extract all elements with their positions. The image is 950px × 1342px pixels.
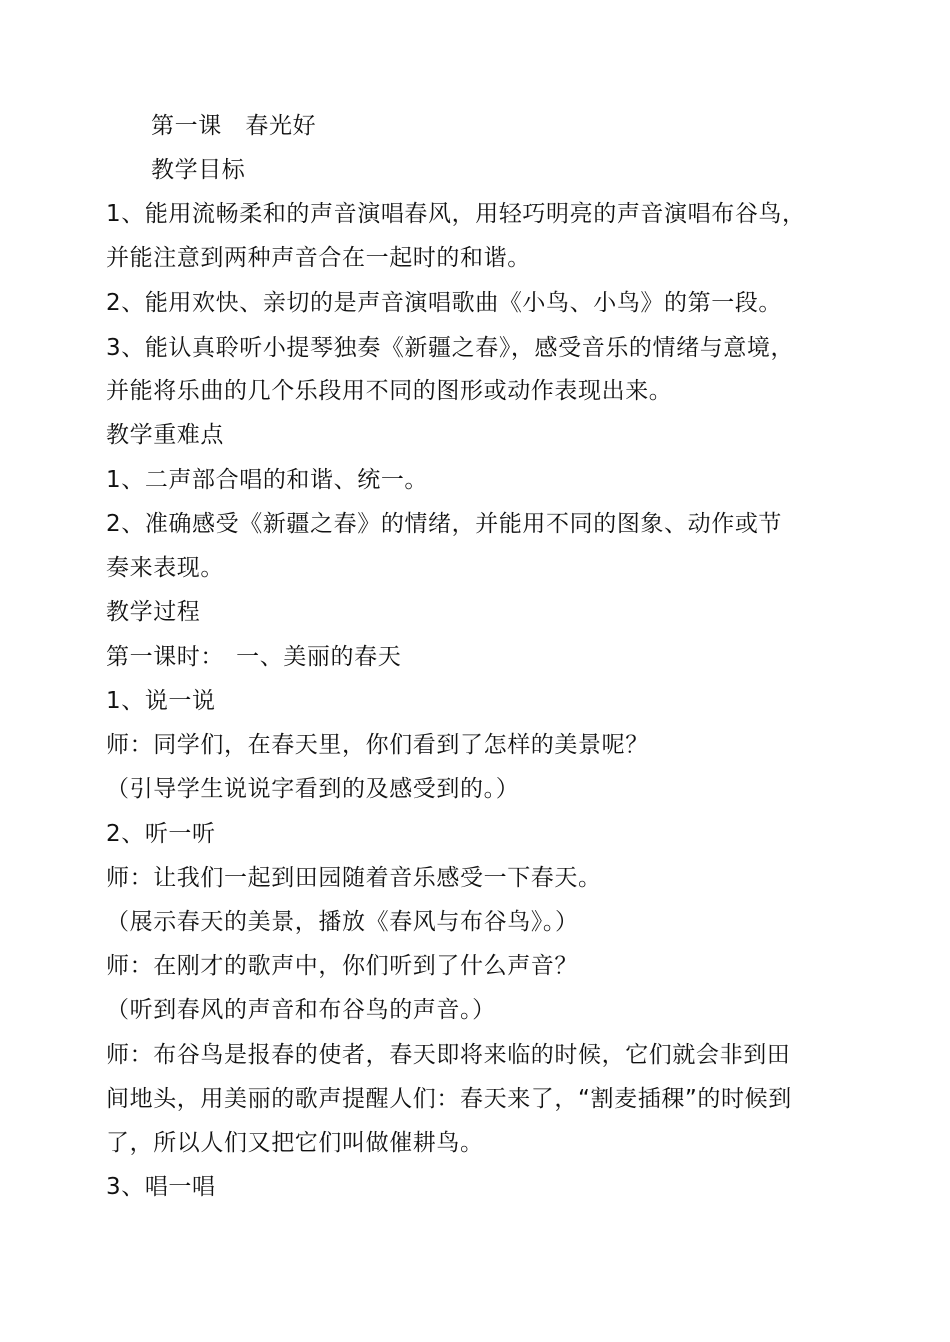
lesson-1-heading: 第一课时： 一、美丽的春天 bbox=[106, 644, 402, 670]
teacher-line-4-part-3: 了，所以人们又把它们叫做催耕鸟。 bbox=[106, 1130, 484, 1156]
teacher-line-1: 师：同学们，在春天里，你们看到了怎样的美景呢？ bbox=[106, 732, 649, 758]
note-3: （听到春风的声音和布谷鸟的声音。） bbox=[106, 997, 496, 1023]
objective-2: 2、能用欢快、亲切的是声音演唱歌曲《小鸟、小鸟》的第一段。 bbox=[106, 290, 783, 316]
objective-1-line-1: 1、能用流畅柔和的声音演唱春风，用轻巧明亮的声音演唱布谷鸟， bbox=[106, 201, 806, 227]
section-heading-key-points: 教学重难点 bbox=[106, 422, 224, 448]
section-heading-objectives: 教学目标 bbox=[151, 157, 246, 183]
step-2: 2、听一听 bbox=[106, 821, 216, 847]
teacher-line-4-part-1: 师：布谷鸟是报春的使者，春天即将来临的时候，它们就会非到田 bbox=[106, 1042, 791, 1068]
lesson-title: 第一课 春光好 bbox=[151, 113, 317, 139]
objective-3-line-1: 3、能认真聆听小提琴独奏《新疆之春》，感受音乐的情绪与意境， bbox=[106, 335, 795, 361]
note-2: （展示春天的美景，播放《春风与布谷鸟》。） bbox=[106, 909, 579, 935]
objective-3-line-2: 并能将乐曲的几个乐段用不同的图形或动作表现出来。 bbox=[106, 378, 673, 404]
objective-1-line-2: 并能注意到两种声音合在一起时的和谐。 bbox=[106, 245, 531, 271]
section-heading-process: 教学过程 bbox=[106, 599, 201, 625]
step-3: 3、唱一唱 bbox=[106, 1174, 216, 1200]
teacher-line-2: 师：让我们一起到田园随着音乐感受一下春天。 bbox=[106, 865, 602, 891]
step-1: 1、说一说 bbox=[106, 688, 216, 714]
note-1: （引导学生说说字看到的及感受到的。） bbox=[106, 776, 520, 802]
key-point-2-line-1: 2、准确感受《新疆之春》的情绪，并能用不同的图象、动作或节 bbox=[106, 511, 783, 537]
key-point-1: 1、二声部合唱的和谐、统一。 bbox=[106, 467, 429, 493]
key-point-2-line-2: 奏来表现。 bbox=[106, 555, 224, 581]
teacher-line-3: 师：在刚才的歌声中，你们听到了什么声音？ bbox=[106, 953, 578, 979]
teacher-line-4-part-2: 间地头，用美丽的歌声提醒人们：春天来了，“割麦插稞”的时候到 bbox=[106, 1086, 792, 1112]
